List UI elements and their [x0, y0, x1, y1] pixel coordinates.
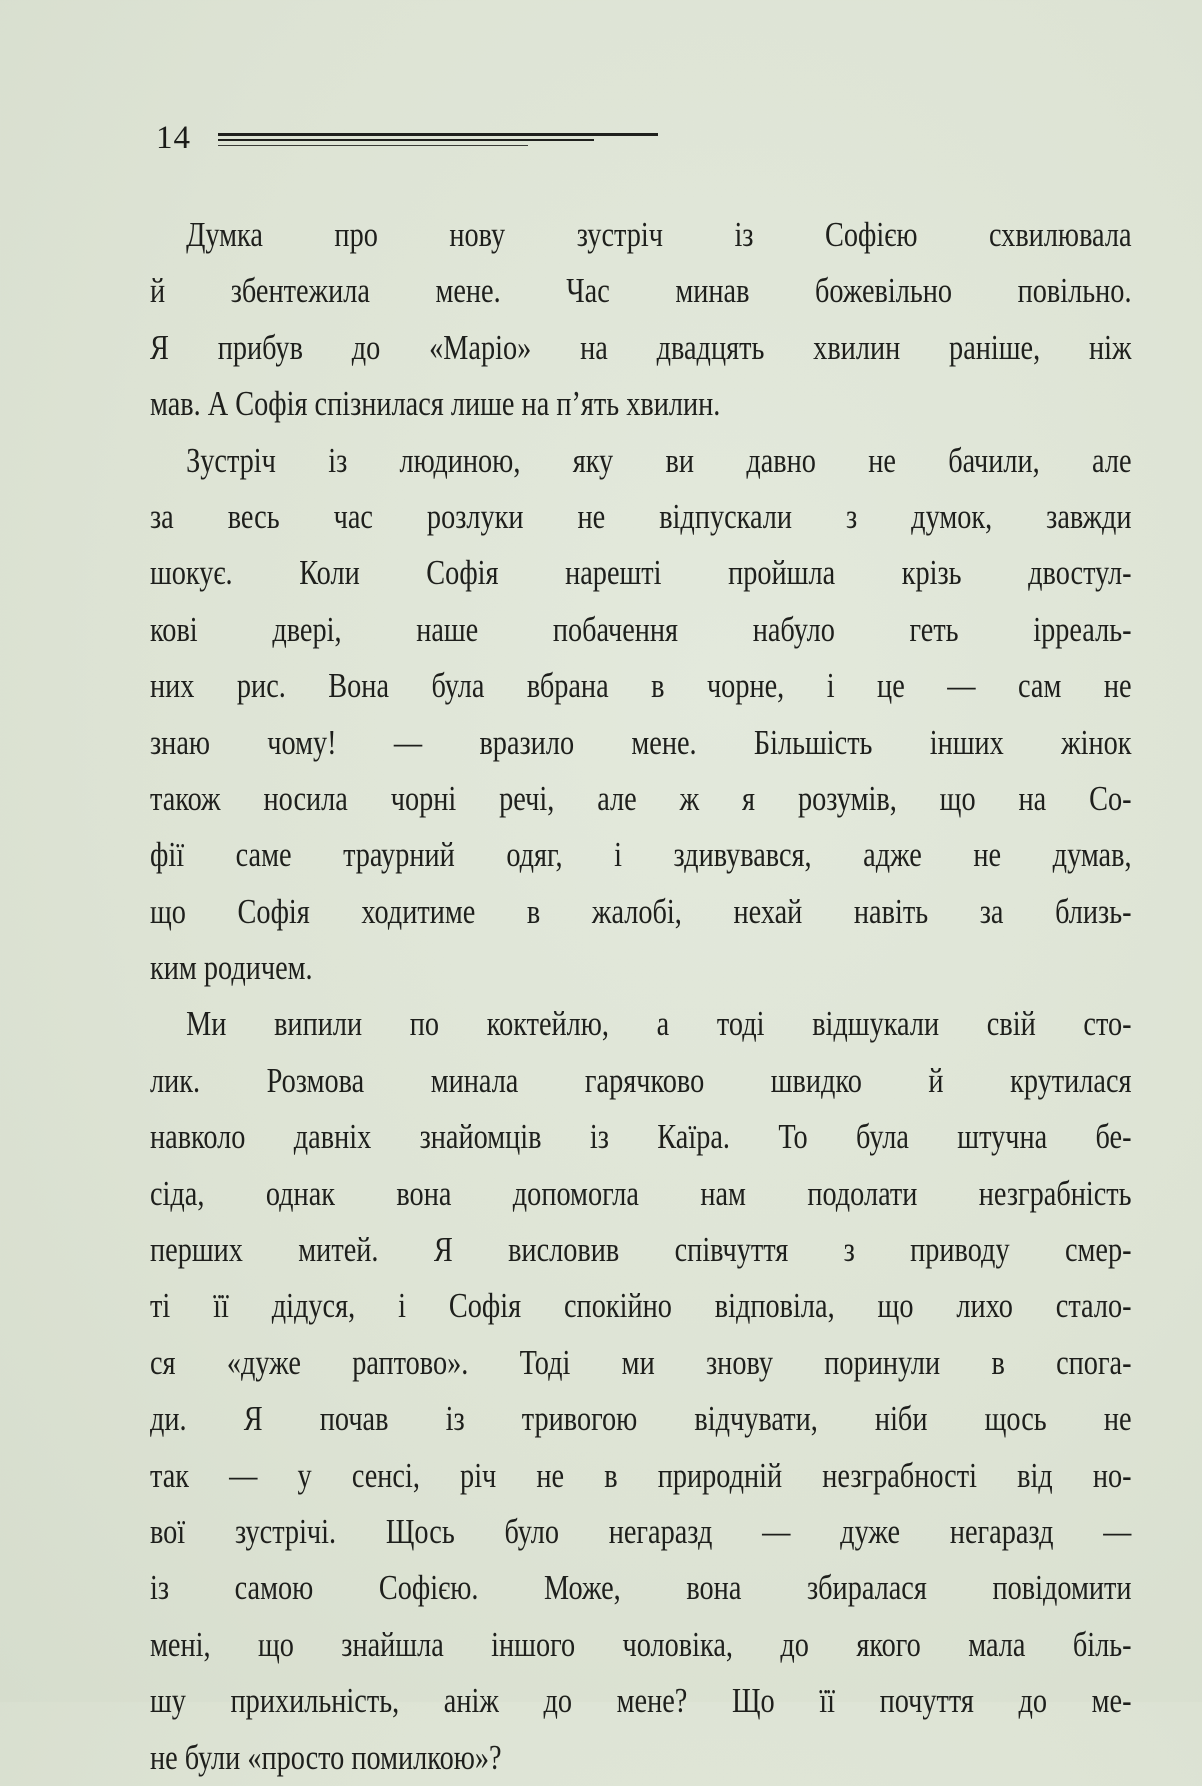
text-line: що Софія ходитиме в жалобі, нехай навіть за близь- [150, 892, 1132, 931]
text-line: за весь час розлуки не відпускали з думок, завжди [150, 497, 1132, 536]
paragraph-3 [150, 996, 1132, 1785]
text-line: перших митей. Я висловив співчуття з приводу смер- [150, 1231, 1132, 1270]
paragraph-2 [150, 433, 1132, 997]
text-line: шу прихильність, аніж до мене? Що її почуття до ме- [150, 1682, 1132, 1721]
text-line: ся «дуже раптово». Тоді ми знову поринули в спога- [150, 1343, 1132, 1382]
text-line: Зустріч із людиною, яку ви давно не бачили, але [186, 441, 1132, 480]
text-line: також носила чорні речі, але ж я розумів, що на Со- [150, 779, 1132, 818]
header-rule-bottom [218, 145, 528, 146]
text-line: й збентежила мене. Час минав божевільно повільно. [150, 272, 1132, 311]
text-line: ким родичем. [150, 949, 313, 988]
text-line: Ми випили по коктейлю, а тоді відшукали свій сто- [186, 1005, 1132, 1044]
body-text [150, 207, 1132, 1786]
header-rule-top [218, 133, 658, 136]
text-line: знаю чому! — вразило мене. Більшість інших жінок [150, 723, 1132, 762]
text-line: шокує. Коли Софія нарешті пройшла крізь двостул- [150, 554, 1132, 593]
text-line: мав. А Софія спізнилася лише на п’ять хвилин. [150, 385, 721, 424]
text-line: ті її дідуся, і Софія спокійно відповіла, що лихо стало- [150, 1287, 1132, 1326]
paragraph-1 [150, 207, 1132, 433]
text-line: фії саме траурний одяг, і здивувався, адже не думав, [150, 836, 1132, 875]
text-line: навколо давніх знайомців із Каїра. То була штучна бе- [150, 1118, 1132, 1157]
text-line: ди. Я почав із тривогою відчувати, ніби щось не [150, 1400, 1132, 1439]
text-line: Думка про нову зустріч із Софією схвилювала [186, 216, 1132, 254]
text-line: сіда, однак вона допомогла нам подолати незграбність [150, 1174, 1132, 1213]
text-line: вої зустрічі. Щось було негаразд — дуже негаразд — [150, 1512, 1132, 1551]
text-line: кові двері, наше побачення набуло геть ірреаль- [150, 610, 1132, 649]
text-line: Я прибув до «Маріо» на двадцять хвилин раніше, ніж [150, 328, 1132, 367]
text-line: них рис. Вона була вбрана в чорне, і це — сам не [150, 667, 1132, 706]
text-line: не були «просто помилкою»? [150, 1738, 502, 1777]
page-header [152, 118, 672, 158]
text-line: так — у сенсі, річ не в природній незграбності від но- [150, 1456, 1132, 1495]
text-line: мені, що знайшла іншого чоловіка, до якого мала біль- [150, 1625, 1132, 1664]
text-line: із самою Софією. Може, вона збиралася повідомити [150, 1569, 1132, 1608]
page-number: 14 [156, 120, 191, 156]
text-line: лик. Розмова минала гарячково швидко й крутилася [150, 1061, 1132, 1100]
header-rule-middle [218, 139, 594, 141]
